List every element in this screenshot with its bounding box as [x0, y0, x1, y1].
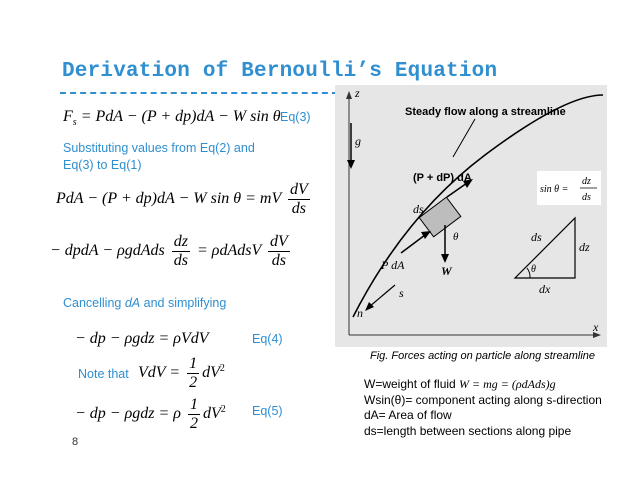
- figure-title: Steady flow along a streamline: [405, 106, 566, 118]
- substitute-line-2: Eq(3) to Eq(1): [63, 158, 142, 172]
- variable-legend: [364, 377, 602, 439]
- n-axis-label: n: [357, 306, 363, 320]
- sin-prefix: sin θ =: [540, 184, 569, 195]
- cancel-term: dA: [124, 296, 141, 310]
- legend-component: Wsin(θ)= component acting along s-direction: [364, 392, 602, 407]
- triangle-theta: θ: [531, 264, 536, 275]
- slide-title: Derivation of Bernoulli’s Equation: [62, 60, 498, 83]
- force-top-label: (P + dP) dA: [413, 172, 472, 184]
- sin-numerator: dz: [582, 176, 591, 187]
- streamline-figure: [335, 85, 607, 347]
- force-left-label: P dA: [381, 258, 405, 272]
- triangle-dx: dx: [539, 282, 551, 296]
- triangle-ds: ds: [531, 230, 542, 244]
- weight-label: W: [441, 264, 452, 278]
- substitute-line-1: Substituting values from Eq(2) and: [63, 141, 255, 155]
- equation-4: − dp − ρgdz = ρVdV: [75, 330, 209, 347]
- triangle-dz: dz: [579, 240, 590, 254]
- sin-denominator: ds: [582, 192, 591, 203]
- legend-area: dA= Area of flow: [364, 408, 452, 422]
- note-label: Note that: [78, 367, 129, 381]
- legend-weight: W=weight of fluid W = mg = (ρdAds)g: [364, 377, 556, 391]
- eq3-label: Eq(3): [280, 110, 311, 124]
- particle-ds-label: ds: [413, 202, 424, 216]
- title-underline: [60, 92, 348, 94]
- x-axis-label: x: [593, 320, 599, 334]
- eq4-label: Eq(4): [252, 332, 283, 346]
- equation-3: $F_s$ = PdA − (P + dp)dA − W sin θ: [63, 108, 281, 129]
- equation-5: − dp − ρgdz = ρ $\frac{1}{2}$ $dV^2$: [75, 396, 226, 432]
- cancel-prefix: Cancelling: [63, 296, 125, 310]
- figure-caption: Fig. Forces acting on particle along streamline: [370, 350, 595, 362]
- s-axis-label: s: [399, 286, 404, 300]
- equation-substituted: PdA − (P + dp)dA − W sin θ = mV $\frac{dV}{ds}$: [56, 181, 308, 217]
- cancel-suffix: and simplifying: [140, 296, 227, 310]
- legend-length: ds=length between sections along pipe: [364, 423, 572, 438]
- z-axis-label: z: [355, 86, 360, 100]
- page-number: 8: [72, 436, 79, 448]
- figure-background: [335, 85, 607, 347]
- equation-expanded: − dpdA − ρgdAds $\frac{dz}{ds}$ = ρdAdsV $\frac{dV}{ds}$: [50, 233, 288, 269]
- note-identity: VdV = $\frac{1}{2}$ $dV^2$: [138, 355, 225, 391]
- substitute-text: [63, 140, 255, 174]
- gravity-label: g: [355, 134, 361, 148]
- cancel-text: [63, 295, 226, 312]
- theta-label: θ: [453, 231, 459, 243]
- eq5-label: Eq(5): [252, 404, 283, 418]
